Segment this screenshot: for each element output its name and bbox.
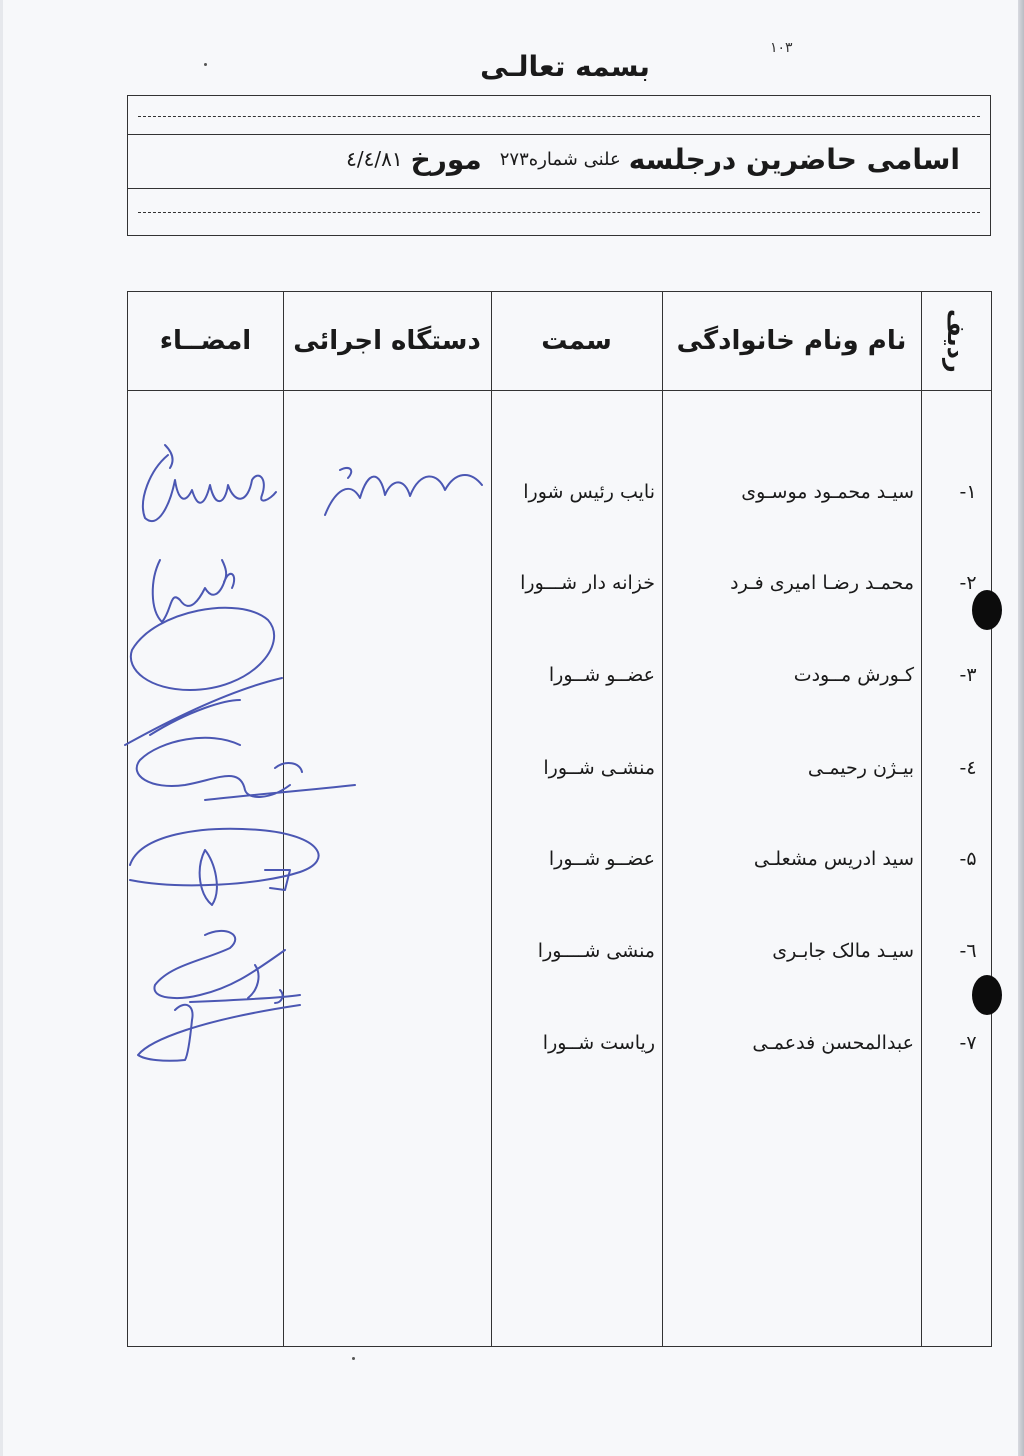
row-number: ٦- <box>959 940 977 962</box>
header-divider <box>128 188 990 189</box>
member-name: سید ادریس مشعلـی <box>753 848 914 870</box>
member-name: سیـد مالک جابـری <box>772 940 914 962</box>
dated-label: مورخ <box>410 142 482 176</box>
punch-hole <box>972 975 1002 1015</box>
member-name: بیـژن رحیمـی <box>807 757 914 779</box>
row-number: ۳- <box>959 664 977 686</box>
column-header-position: سمت <box>541 326 612 356</box>
member-position: عضــو شــورا <box>548 664 655 686</box>
page-edge <box>1018 0 1024 1456</box>
header-title: اسامی حاضرین درجلسه <box>628 142 960 176</box>
punch-hole <box>972 590 1002 630</box>
dashed-line <box>138 116 980 117</box>
column-header-signature: امضــاء <box>159 326 252 356</box>
paper-speck <box>352 1357 355 1360</box>
member-position: نایب رئیس شورا <box>523 481 655 503</box>
member-position: منشـی شــورا <box>543 757 655 779</box>
row-number: ۷- <box>959 1032 977 1054</box>
member-position: منشی شــــورا <box>537 940 655 962</box>
header-line <box>148 134 960 184</box>
row-number: ۵- <box>959 848 977 870</box>
column-divider <box>491 292 492 1346</box>
column-header-name: نام ونام خانوادگی <box>676 326 907 356</box>
session-date: ۸۱/٤/٤ <box>346 147 403 171</box>
dashed-line <box>138 212 980 213</box>
column-divider <box>921 292 922 1346</box>
header-row-divider <box>128 390 991 391</box>
member-position: عضــو شــورا <box>548 848 655 870</box>
column-header-agency: دستگاه اجرائی <box>293 326 481 356</box>
column-header-radif: ردیف <box>942 309 970 373</box>
session-label: علنی شماره <box>528 148 621 170</box>
page-heading: بسمه تعالـی <box>480 50 650 83</box>
attendance-table <box>127 291 992 1347</box>
member-position: ریاست شــورا <box>542 1032 655 1054</box>
row-number: ۱- <box>959 481 977 503</box>
member-name: محمـد رضـا امیری فـرد <box>730 572 914 594</box>
row-number: ۲- <box>959 572 977 594</box>
member-name: عبدالمحسن فدعمـی <box>752 1032 914 1054</box>
page-edge <box>0 0 3 1456</box>
session-number: ۲۷۳ <box>499 148 529 170</box>
column-divider <box>662 292 663 1346</box>
page-number: ۱۰۳ <box>770 40 793 56</box>
row-number: ٤- <box>959 757 977 779</box>
member-position: خزانه دار شـــورا <box>520 572 655 594</box>
column-divider <box>283 292 284 1346</box>
header-box <box>127 95 991 236</box>
member-name: کـورش مــودت <box>793 664 914 686</box>
member-name: سیـد محمـود موسـوی <box>741 481 914 503</box>
